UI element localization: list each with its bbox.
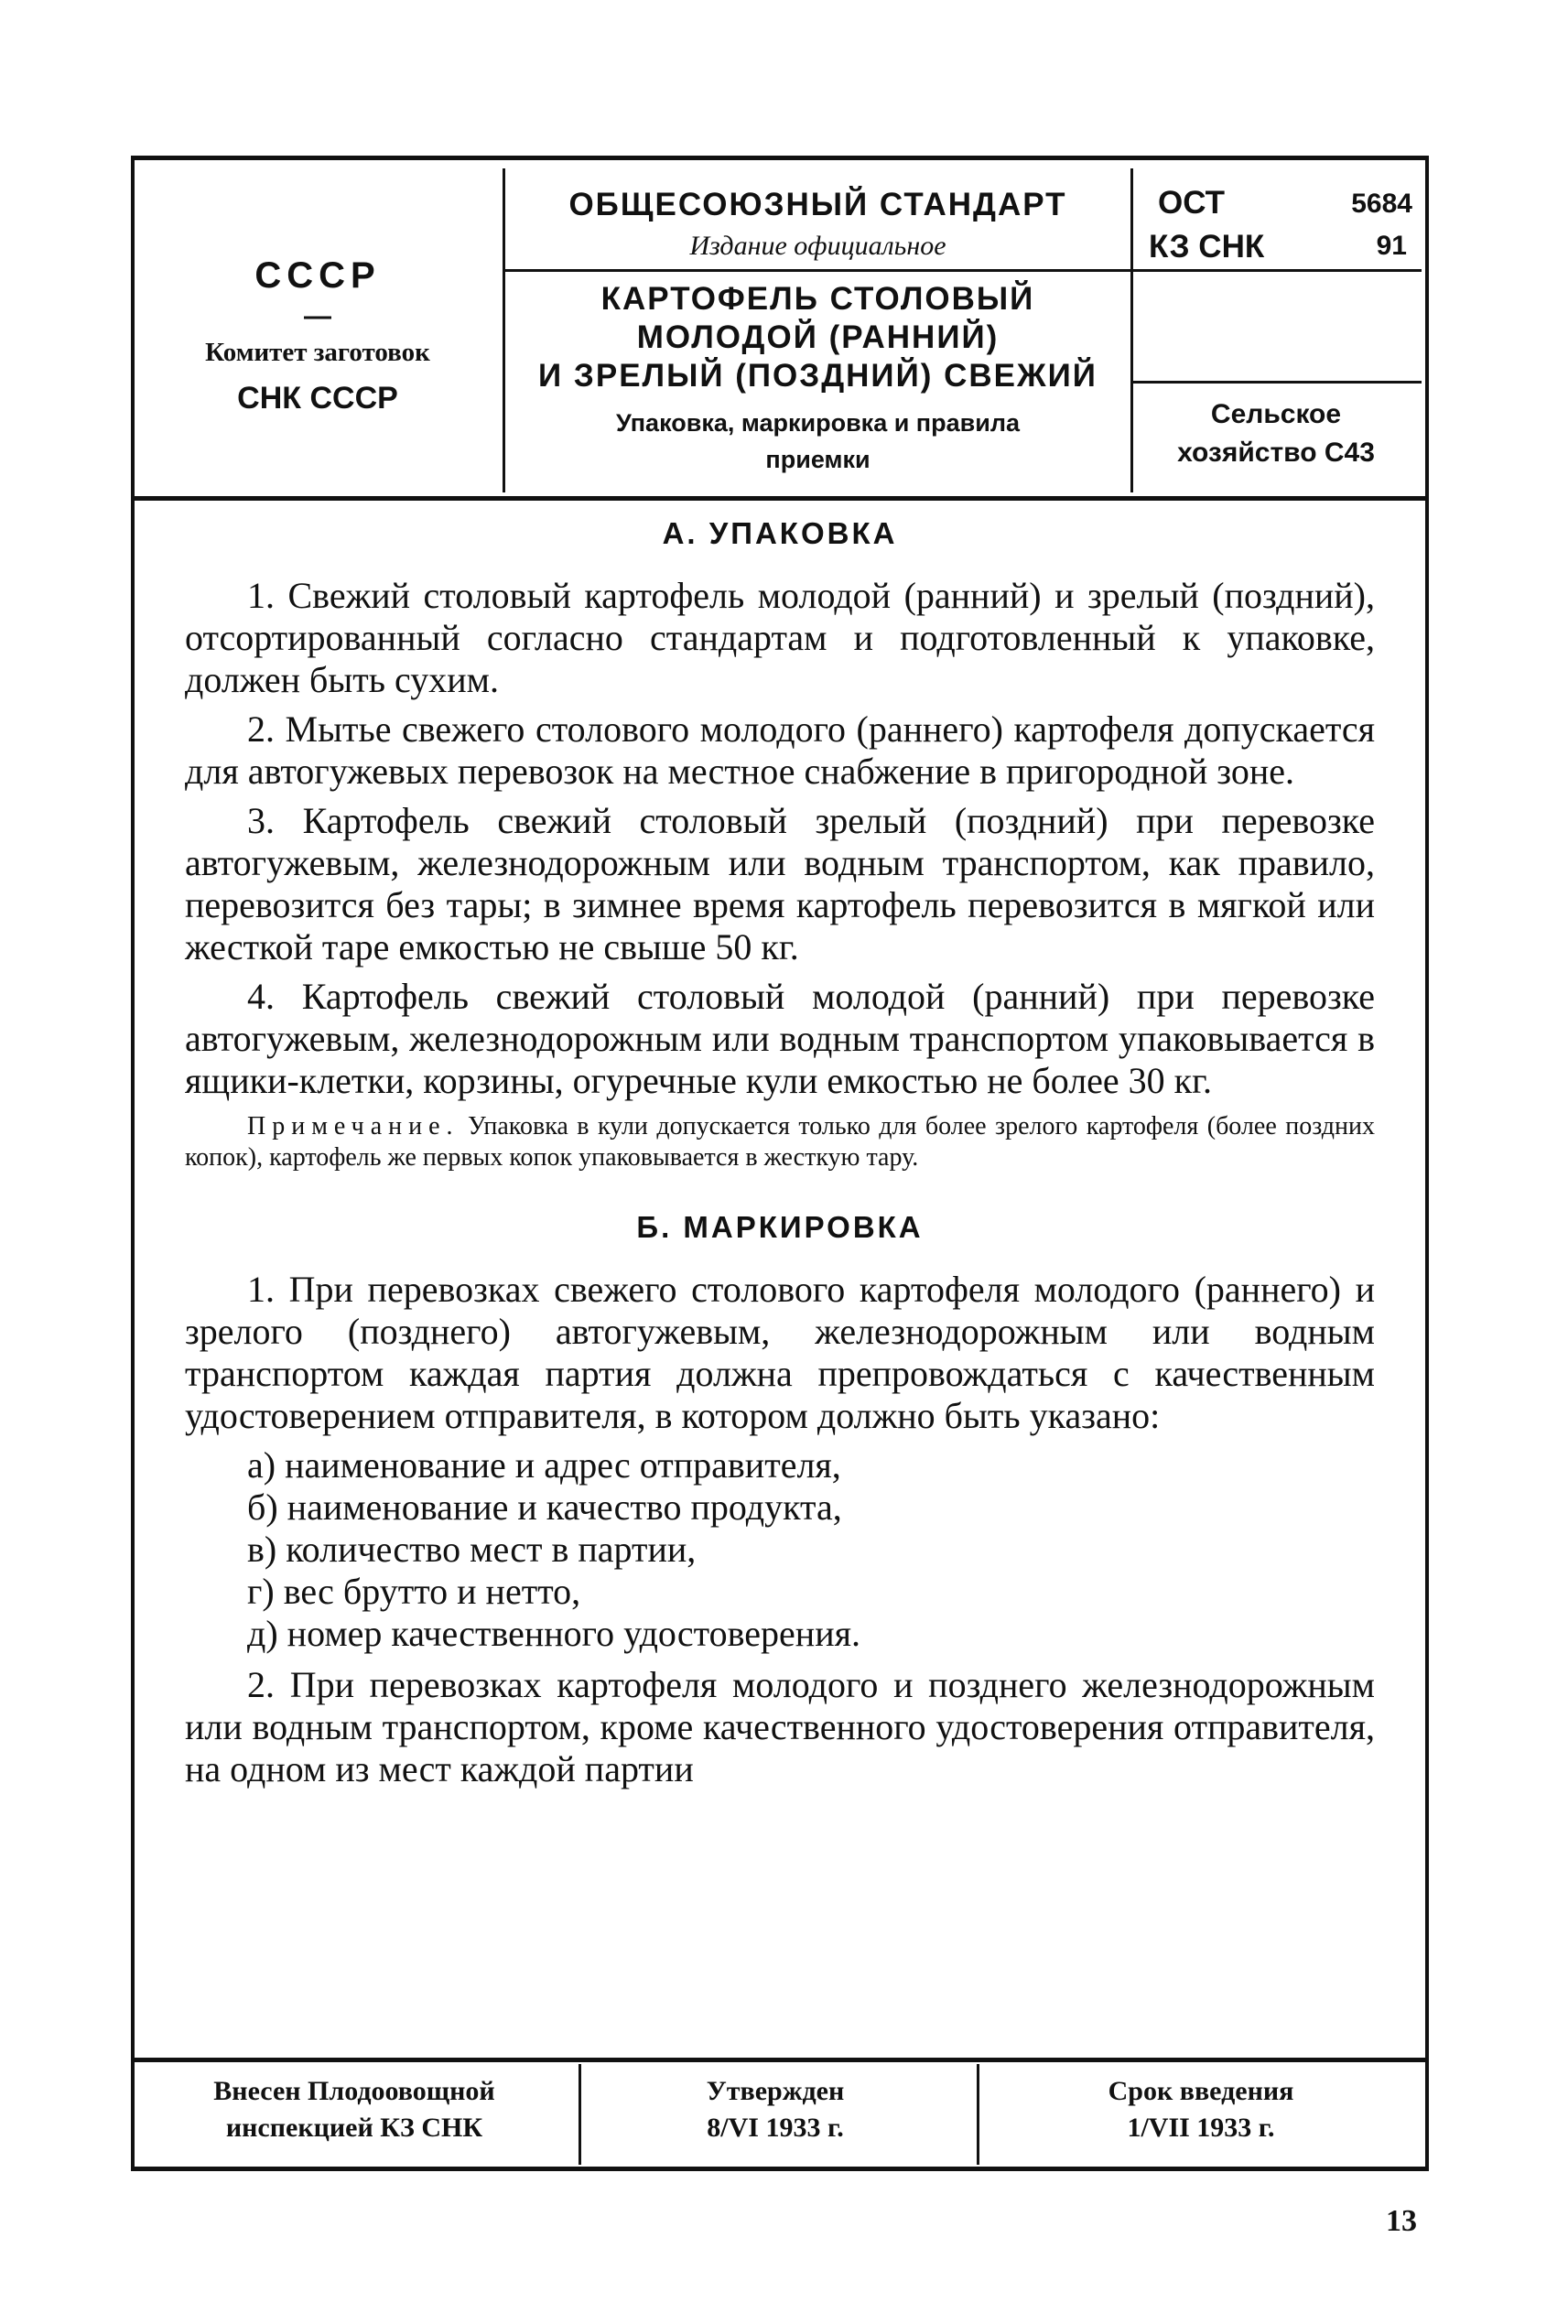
requirements-list [185,1444,1375,1655]
title-line: КАРТОФЕЛЬ СТОЛОВЫЙ [600,281,1035,317]
paragraph: 1. Свежий столовый картофель молодой (ранний) и зрелый (поздний), отсортированный согласно стандартам и подготовленный к упаковке, должен быть сухим. [185,575,1375,700]
issuer-column [135,168,501,492]
subtitle-line: приемки [765,446,871,473]
ost-number: 5684 [1351,189,1412,219]
committee-line1: Комитет заготовок [205,338,430,367]
footer-bottom-rule [135,2167,1425,2171]
section-heading-a: А. УПАКОВКА [662,516,898,550]
list-item: б) наименование и качество продукта, [247,1486,842,1528]
document-body [185,513,1375,1798]
approved-date: Утвержден 8/VI 1933 г. [706,2076,845,2143]
paragraph: 2. При перевозках картофеля молодого и позднего железнодорожным или водным транспортом, кроме качественного удостоверения отправителя, на одном из мест каждой партии [185,1664,1375,1789]
code-column [1130,168,1422,492]
footer-top-rule [135,2058,1425,2062]
title-column [503,168,1133,492]
issuer-number: 91 [1376,231,1407,261]
document-title [505,280,1130,395]
note-lead: Примечание. [247,1112,460,1140]
introduced-by: Внесен Плодоовощной инспекцией КЗ СНК [213,2076,495,2143]
paragraph: 4. Картофель свежий столовый молодой (ранний) при перевозке автогужевым, железнодорожным или водным транспортом упаковывается в ящики-клетки, корзины, огуречные кули емкостью не более 30 кг. [185,976,1375,1101]
list-item: а) наименование и адрес отправителя, [247,1444,841,1486]
list-item: д) номер качественного удостоверения. [247,1613,860,1654]
header-bottom-rule [135,496,1425,501]
dash: — [304,301,331,331]
country-label: СССР [254,255,381,296]
effective-date: Срок введения 1/VII 1933 г. [1108,2076,1294,2143]
note [185,1111,1375,1173]
ost-label: ОСТ [1158,185,1226,221]
category-label: Сельское хозяйство С43 [1177,399,1375,468]
title-line: МОЛОДОЙ (РАННИЙ) [636,319,1000,355]
issuer-code: КЗ СНК [1149,229,1265,265]
page-number: 13 [1386,2204,1417,2238]
header-table [135,168,1425,492]
edition-label: Издание официальное [689,231,946,261]
paragraph: 2. Мытье свежего столового молодого (раннего) картофеля допускается для автогужевых перевозок на местное снабжение в пригородной зоне. [185,708,1375,792]
document-subtitle [505,405,1130,478]
document-frame [131,156,1429,2171]
footer-table [135,2064,1425,2165]
standard-type: ОБЩЕСОЮЗНЫЙ СТАНДАРТ [568,187,1067,222]
subtitle-line: Упаковка, маркировка и правила [615,409,1020,437]
committee-line2: СНК СССР [237,381,398,416]
title-line: И ЗРЕЛЫЙ (ПОЗДНИЙ) СВЕЖИЙ [538,358,1098,394]
paragraph: 1. При перевозках свежего столового картофеля молодого (раннего) и зрелого (позднего) автогужевым, железнодорожным или водным транспортом каждая партия должна препровождаться с качественным удостоверением отправителя, в котором должно быть указано: [185,1269,1375,1436]
top-rule [135,156,1425,160]
list-item: в) количество мест в партии, [247,1529,697,1570]
paragraph: 3. Картофель свежий столовый зрелый (поздний) при перевозке автогужевым, железнодорожным или водным транспортом, как правило, перевозится без тары; в зимнее время картофель перевозится в мягкой или жесткой таре емкостью не свыше 50 кг. [185,800,1375,967]
section-heading-b: Б. МАРКИРОВКА [636,1210,924,1244]
note-text: Упаковка в кули допускается только для более зрелого картофеля (более поздних копок), картофель же первых копок упаковывается в жесткую тару. [185,1112,1375,1172]
list-item: г) вес брутто и нетто, [247,1571,581,1612]
